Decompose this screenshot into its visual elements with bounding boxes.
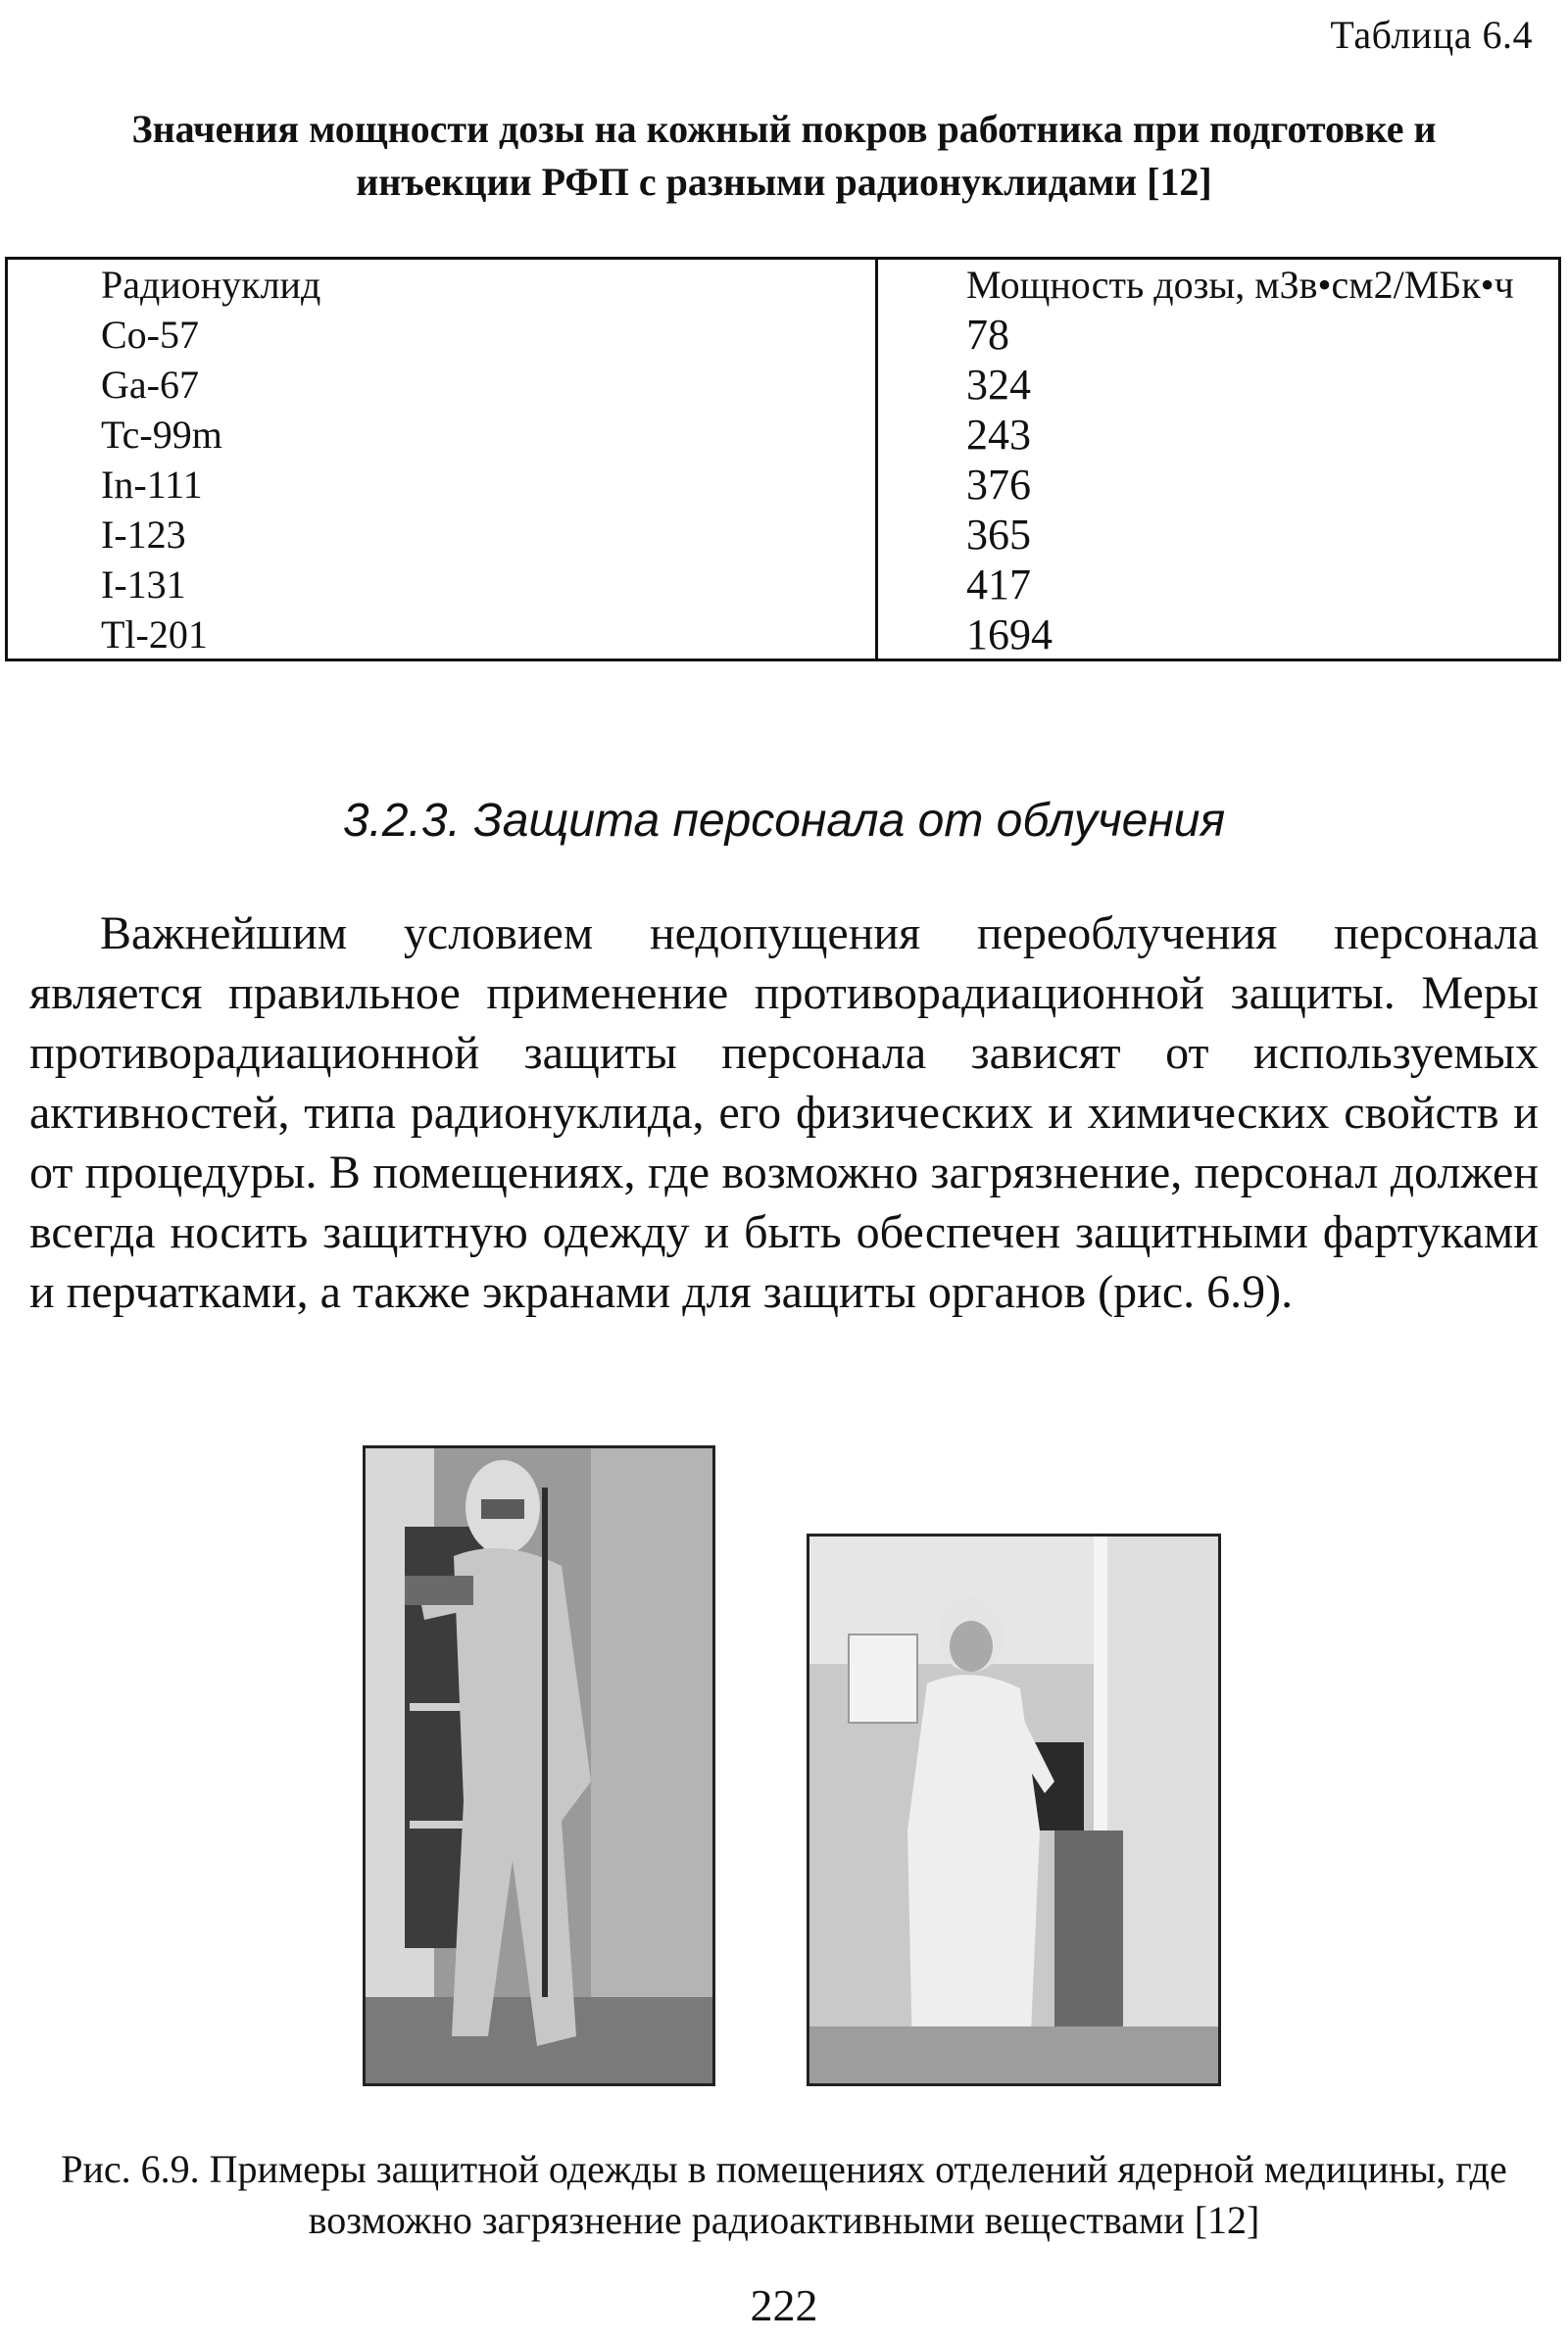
table-number-label: Таблица 6.4 [1330,13,1533,57]
table-row [7,509,1560,559]
photo-worker-lab-coat [807,1534,1221,2086]
dose-rate-cell: 365 [877,509,1560,559]
page-number: 222 [750,2280,818,2330]
table-row [7,459,1560,509]
dose-rate-table [5,257,1561,661]
dose-rate-cell: 1694 [877,609,1560,660]
table-row [7,309,1560,359]
table-row [7,609,1560,660]
table-title: Значения мощности дозы на кожный покров работника при подготовке и инъекции РФП с разными радионуклидами [12] [131,107,1437,204]
radionuclide-cell: Tc-99m [7,409,877,459]
radionuclide-cell: I-131 [7,559,877,609]
photo-worker-protective-suit [363,1445,715,2086]
photo-worker-protective-suit-illustration [366,1448,712,2083]
table-header-row [7,259,1560,310]
column-header-dose-rate: Мощность дозы, мЗв•см2/МБк•ч [877,259,1560,310]
table-row [7,559,1560,609]
figure-caption: Рис. 6.9. Примеры защитной одежды в помещениях отделений ядерной медицины, где возможно загрязнение радиоактивными веществами [12] [61,2147,1507,2242]
dose-rate-cell: 78 [877,309,1560,359]
dose-rate-cell: 376 [877,459,1560,509]
body-paragraph: Важнейшим условием недопущения переоблучения персонала является правильное применение противорадиационной защиты. Меры противорадиационной защиты персонала зависят от используемых активностей, типа радионуклида, его физических и химических свойств и от процедуры. В помещениях, где возможно загрязнение, персонал должен всегда носить защитную одежду и быть обеспечен защитными фартуками и перчатками, а также экранами для защиты органов (рис. 6.9). [29,907,1539,1318]
dose-rate-cell: 417 [877,559,1560,609]
radionuclide-cell: I-123 [7,509,877,559]
radionuclide-cell: Tl-201 [7,609,877,660]
photo-worker-lab-coat-illustration [809,1537,1218,2083]
dose-rate-cell: 243 [877,409,1560,459]
radionuclide-cell: Ga-67 [7,359,877,409]
dose-rate-cell: 324 [877,359,1560,409]
table-row [7,409,1560,459]
section-heading: 3.2.3. Защита персонала от облучения [342,795,1226,847]
table-row [7,359,1560,409]
column-header-radionuclide: Радионуклид [7,259,877,310]
radionuclide-cell: In-111 [7,459,877,509]
radionuclide-cell: Co-57 [7,309,877,359]
